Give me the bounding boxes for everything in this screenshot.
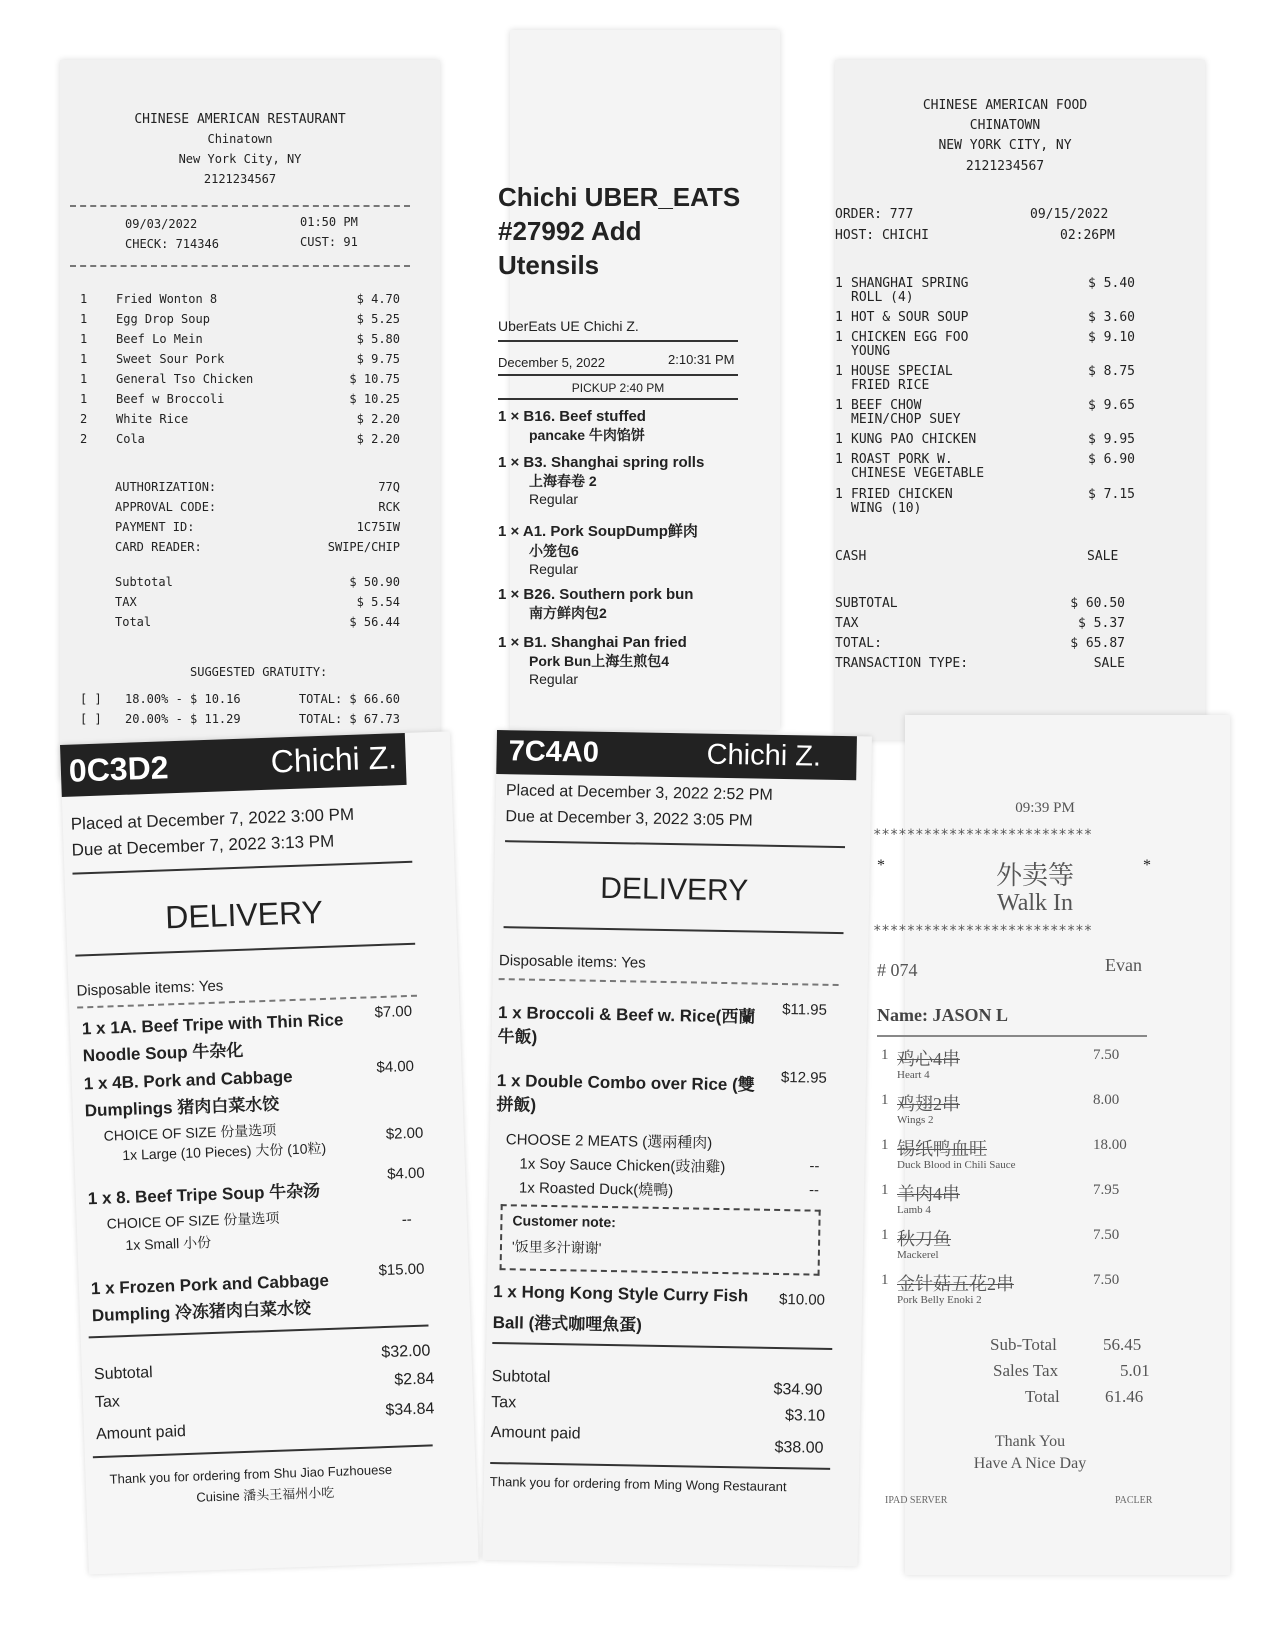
disposable-items: Disposable items: Yes bbox=[498, 952, 646, 972]
divider bbox=[877, 1035, 1147, 1037]
order-item bbox=[498, 586, 743, 623]
order-type: Walk In bbox=[996, 890, 1074, 916]
item-qty: 1 bbox=[835, 330, 843, 345]
total-value: $ 5.37 bbox=[1078, 616, 1125, 631]
payment-value: 77Q bbox=[378, 480, 400, 494]
item-name-line2: MEIN/CHOP SUEY bbox=[851, 412, 961, 427]
item-price: $ 5.25 bbox=[356, 312, 400, 326]
item-name: Beef Lo Mein bbox=[116, 332, 203, 346]
item-qty: 1 bbox=[881, 1137, 889, 1153]
item-qty: 1 bbox=[835, 310, 843, 325]
star-right: * bbox=[1143, 857, 1151, 874]
item-name-en: Heart 4 bbox=[897, 1069, 930, 1081]
amount-paid-label: Amount paid bbox=[490, 1423, 581, 1443]
item-3-price: $4.00 bbox=[386, 1164, 426, 1183]
receipt-uber-eats bbox=[498, 30, 780, 730]
item-price: $ 5.40 bbox=[1088, 276, 1135, 291]
payment-type: SALE bbox=[1087, 549, 1119, 564]
item-name-en: Mackerel bbox=[897, 1249, 939, 1261]
item-2-line1: 1 x 4B. Pork and Cabbage bbox=[83, 1067, 293, 1094]
item-price: $ 10.75 bbox=[349, 372, 400, 386]
item-2-line2: Dumplings 猪肉白菜水饺 bbox=[84, 1094, 280, 1121]
payment-label: CARD READER: bbox=[115, 540, 202, 554]
order-item bbox=[498, 520, 743, 577]
item-name: KUNG PAO CHICKEN bbox=[851, 432, 977, 447]
item-price: 7.50 bbox=[1093, 1227, 1120, 1243]
choose-meats: CHOOSE 2 MEATS (選兩種肉) bbox=[505, 1131, 713, 1152]
payment-method: CASH bbox=[835, 549, 867, 564]
item-name-cn: 上海春卷 2 bbox=[529, 473, 597, 489]
divider bbox=[505, 840, 845, 848]
item-2-line1: 1 x Double Combo over Rice (雙 bbox=[496, 1071, 755, 1095]
item-name-line2: YOUNG bbox=[851, 344, 891, 359]
total-row bbox=[115, 575, 400, 589]
total-row bbox=[115, 615, 400, 629]
customer-note-box bbox=[500, 1204, 821, 1276]
item-qty: 2 bbox=[80, 432, 88, 446]
item-name-block bbox=[851, 488, 1065, 516]
total-label: TAX bbox=[835, 616, 859, 631]
item-name-cn: 鸡心4串 bbox=[897, 1049, 960, 1069]
item-row bbox=[80, 352, 400, 366]
item-name: HOUSE SPECIAL bbox=[851, 364, 953, 379]
server-name: Evan bbox=[1105, 955, 1142, 975]
item-name: Beef w Broccoli bbox=[116, 392, 225, 406]
restaurant-name: CHINESE AMERICAN RESTAURANT bbox=[134, 112, 346, 127]
item-note: Regular bbox=[529, 671, 579, 687]
item-2-price: $4.00 bbox=[376, 1057, 415, 1077]
item-name-cn: 金针菇五花2串 bbox=[897, 1274, 1014, 1294]
order-type: DELIVERY bbox=[164, 893, 324, 936]
divider bbox=[498, 398, 738, 400]
item-name-block bbox=[851, 453, 1065, 481]
customer-note-title: Customer note: bbox=[512, 1212, 617, 1231]
customer-number: CUST: 91 bbox=[300, 235, 358, 249]
total-row bbox=[835, 617, 1125, 631]
item-row bbox=[835, 399, 1135, 427]
receipt-date: 09/03/2022 bbox=[125, 217, 198, 231]
item-price: $ 4.70 bbox=[356, 292, 400, 306]
item-price: 7.95 bbox=[1093, 1182, 1120, 1198]
amount-paid-value: $38.00 bbox=[774, 1438, 824, 1457]
tax-label: Tax bbox=[94, 1393, 121, 1412]
placed-at: Placed at December 7, 2022 3:00 PM bbox=[70, 804, 355, 834]
tax-value: $3.10 bbox=[784, 1407, 826, 1425]
item-qty: 1 bbox=[80, 392, 88, 406]
item-name: General Tso Chicken bbox=[116, 372, 254, 386]
item-name: Fried Wonton 8 bbox=[116, 292, 218, 306]
item-name-cn: 鸡翅2串 bbox=[897, 1094, 960, 1114]
payment-label: APPROVAL CODE: bbox=[115, 500, 217, 514]
item-qty: 1 bbox=[881, 1182, 889, 1198]
restaurant-area: CHINATOWN bbox=[969, 118, 1041, 133]
ticket-number: # 074 bbox=[877, 960, 918, 980]
footer-line1: Thank you for ordering from Shu Jiao Fuzhouese bbox=[109, 1461, 393, 1487]
item-row bbox=[80, 292, 400, 306]
item-row bbox=[835, 453, 1135, 481]
divider bbox=[93, 1444, 433, 1458]
item-name: BEEF CHOW bbox=[851, 398, 922, 413]
gratuity-row bbox=[80, 712, 400, 726]
payment-row bbox=[115, 480, 400, 494]
item-name: SHANGHAI SPRING bbox=[851, 276, 969, 291]
gratuity-total: TOTAL: $ 66.60 bbox=[298, 692, 400, 706]
total-row bbox=[835, 637, 1125, 651]
item-1-line2: 牛飯) bbox=[497, 1027, 538, 1047]
gratuity-checkbox: [ ] bbox=[80, 712, 102, 726]
item-price: $ 9.75 bbox=[356, 352, 400, 366]
customer-name: Name: JASON L bbox=[877, 1005, 1008, 1025]
receipt-chinese-american-restaurant bbox=[60, 60, 440, 780]
subtotal-value: $34.90 bbox=[773, 1380, 823, 1399]
meat-1-price: -- bbox=[809, 1157, 820, 1175]
item-name: ROAST PORK W. bbox=[851, 452, 953, 467]
payment-row bbox=[115, 540, 400, 554]
receipt-chinese-american-food bbox=[835, 60, 1205, 740]
payment-value: SWIPE/CHIP bbox=[327, 540, 400, 554]
item-qty: 1 bbox=[881, 1227, 889, 1243]
total-label: Total bbox=[1025, 1387, 1060, 1406]
meat-2: 1x Roasted Duck(燒鴨) bbox=[518, 1179, 674, 1200]
item-1-price: $7.00 bbox=[374, 1002, 413, 1022]
item-price: $ 10.25 bbox=[349, 392, 400, 406]
amount-paid-label: Amount paid bbox=[95, 1423, 187, 1444]
total-row bbox=[115, 595, 400, 609]
item-row bbox=[835, 331, 1135, 359]
item-price: $ 7.15 bbox=[1088, 487, 1135, 502]
total-value: $ 65.87 bbox=[1070, 636, 1125, 651]
item-qty: 1 bbox=[881, 1047, 889, 1063]
divider bbox=[72, 861, 412, 875]
item-price: 7.50 bbox=[1093, 1272, 1120, 1288]
order-header: Chichi UBER_EATS #27992 Add Utensils bbox=[498, 182, 741, 280]
divider bbox=[498, 374, 738, 376]
footer-right: PACLER bbox=[1115, 1495, 1153, 1506]
item-price: $ 9.10 bbox=[1088, 330, 1135, 345]
item-1-price: $11.95 bbox=[782, 1001, 828, 1019]
meat-1: 1x Soy Sauce Chicken(豉油雞) bbox=[519, 1155, 726, 1177]
item-name-cn: 小笼包6 bbox=[529, 543, 579, 559]
subtotal-label: Subtotal bbox=[93, 1364, 153, 1384]
item-title: 1 × B1. Shanghai Pan fried bbox=[498, 634, 687, 651]
receipt-time: 01:50 PM bbox=[300, 215, 358, 229]
check-number: CHECK: 714346 bbox=[125, 237, 219, 251]
item-qty: 1 bbox=[835, 452, 843, 467]
item-name-line2: ROLL (4) bbox=[851, 290, 914, 305]
item-price: $ 9.95 bbox=[1088, 432, 1135, 447]
item-name-en: Duck Blood in Chili Sauce bbox=[897, 1159, 1016, 1171]
item-qty: 1 bbox=[835, 398, 843, 413]
option-2-value: 1x Small 小份 bbox=[125, 1234, 212, 1254]
option-1-price: $2.00 bbox=[385, 1124, 424, 1143]
restaurant-city: NEW YORK CITY, NY bbox=[938, 138, 1072, 153]
item-name-line2: WING (10) bbox=[851, 501, 922, 516]
item-row bbox=[835, 488, 1135, 516]
item-row bbox=[80, 332, 400, 346]
item-price: $ 2.20 bbox=[356, 412, 400, 426]
item-name: Egg Drop Soup bbox=[116, 312, 210, 326]
footer-line2: Cuisine 潘头王福州小吃 bbox=[196, 1484, 335, 1505]
total-label: TRANSACTION TYPE: bbox=[835, 656, 969, 671]
receipt-delivery-7c4a0 bbox=[483, 730, 872, 1566]
divider bbox=[498, 340, 738, 342]
gratuity-percent: 18.00% - $ 10.16 bbox=[125, 692, 241, 706]
order-item bbox=[498, 454, 743, 507]
order-code: 7C4A0 bbox=[508, 735, 600, 769]
item-price: $ 3.60 bbox=[1088, 310, 1135, 325]
item-3-price: $10.00 bbox=[778, 1291, 826, 1309]
item-name-cn: Pork Bun上海生煎包4 bbox=[529, 653, 670, 669]
divider bbox=[70, 205, 410, 207]
total-value: $ 5.54 bbox=[356, 595, 400, 609]
item-price: $ 6.90 bbox=[1088, 452, 1135, 467]
restaurant-city: New York City, NY bbox=[178, 152, 302, 166]
divider bbox=[70, 265, 410, 267]
order-time: 09:39 PM bbox=[1015, 800, 1075, 816]
order-code-bar bbox=[496, 730, 857, 780]
divider bbox=[89, 1324, 429, 1338]
item-name-en: Pork Belly Enoki 2 bbox=[897, 1294, 982, 1306]
payment-label: PAYMENT ID: bbox=[115, 520, 195, 534]
subtotal-label: Sub-Total bbox=[990, 1335, 1057, 1354]
item-qty: 1 bbox=[881, 1272, 889, 1288]
item-4-line2: Dumpling 冷冻猪肉白菜水饺 bbox=[91, 1298, 312, 1326]
total-value: 61.46 bbox=[1105, 1387, 1144, 1406]
star-border-bottom: ************************** bbox=[873, 923, 1093, 939]
item-1-line1: 1 x 1A. Beef Tripe with Thin Rice bbox=[81, 1010, 344, 1039]
item-2-line2: 拼飯) bbox=[496, 1095, 537, 1115]
item-qty: 1 bbox=[80, 352, 88, 366]
order-item bbox=[498, 408, 743, 445]
gratuity-checkbox: [ ] bbox=[80, 692, 102, 706]
item-name-block bbox=[851, 311, 1065, 325]
item-name-line2: FRIED RICE bbox=[851, 378, 930, 393]
total-row bbox=[835, 597, 1125, 611]
gratuity-title: SUGGESTED GRATUITY: bbox=[190, 665, 328, 679]
order-item bbox=[498, 634, 743, 687]
order-type: DELIVERY bbox=[600, 871, 749, 908]
item-title: 1 × A1. Pork SoupDump鲜肉 bbox=[498, 523, 698, 540]
order-date: December 5, 2022 bbox=[498, 355, 605, 370]
item-price: $ 8.75 bbox=[1088, 364, 1135, 379]
item-note: Regular bbox=[529, 491, 579, 507]
placed-at: Placed at December 3, 2022 2:52 PM bbox=[505, 782, 773, 804]
payment-value: RCK bbox=[378, 500, 400, 514]
item-name-en: Wings 2 bbox=[897, 1114, 934, 1126]
divider bbox=[490, 1462, 830, 1470]
item-row bbox=[835, 433, 1135, 447]
item-qty: 1 bbox=[835, 276, 843, 291]
item-qty: 1 bbox=[835, 432, 843, 447]
host-name: HOST: CHICHI bbox=[835, 228, 929, 243]
item-qty: 1 bbox=[835, 364, 843, 379]
item-qty: 1 bbox=[80, 292, 88, 306]
order-code: 0C3D2 bbox=[68, 749, 170, 789]
gratuity-row bbox=[80, 692, 400, 706]
order-number: ORDER: 777 bbox=[835, 207, 914, 222]
customer-name: Chichi Z. bbox=[706, 738, 822, 773]
item-4-price: $15.00 bbox=[378, 1260, 425, 1280]
item-1-line1: 1 x Broccoli & Beef w. Rice(西蘭 bbox=[497, 1003, 756, 1027]
star-left: * bbox=[877, 857, 885, 874]
item-name-block bbox=[851, 277, 1065, 305]
total-row bbox=[835, 657, 1125, 671]
item-title: 1 × B3. Shanghai spring rolls bbox=[498, 454, 705, 471]
item-name-block bbox=[851, 399, 1065, 427]
item-price: $ 9.65 bbox=[1088, 398, 1135, 413]
order-subheader: UberEats UE Chichi Z. bbox=[498, 318, 639, 334]
item-price: 18.00 bbox=[1093, 1137, 1127, 1153]
tax-label: Sales Tax bbox=[993, 1361, 1059, 1380]
item-3-line1: 1 x Hong Kong Style Curry Fish bbox=[493, 1282, 749, 1306]
gratuity-percent: 20.00% - $ 11.29 bbox=[125, 712, 241, 726]
item-qty: 1 bbox=[80, 372, 88, 386]
item-name: FRIED CHICKEN bbox=[851, 487, 953, 502]
receipt-walk-in bbox=[873, 715, 1230, 1575]
total-label: Subtotal bbox=[115, 575, 173, 589]
customer-name: Chichi Z. bbox=[270, 739, 398, 780]
item-row bbox=[80, 312, 400, 326]
item-4-line1: 1 x Frozen Pork and Cabbage bbox=[90, 1270, 330, 1299]
item-note: Regular bbox=[529, 561, 579, 577]
restaurant-phone: 2121234567 bbox=[203, 172, 277, 186]
item-name: Sweet Sour Pork bbox=[116, 352, 225, 366]
total-label: TOTAL: bbox=[835, 636, 882, 651]
item-name-cn: 南方鲜肉包2 bbox=[529, 605, 607, 621]
item-name-block bbox=[851, 331, 1065, 359]
amount-paid-value: $34.84 bbox=[385, 1400, 435, 1420]
option-2-title: CHOICE OF SIZE 份量选项 bbox=[106, 1209, 280, 1232]
item-1-line2: Noodle Soup 牛杂化 bbox=[82, 1040, 244, 1066]
item-row bbox=[80, 412, 400, 426]
tax-value: 5.01 bbox=[1120, 1361, 1150, 1380]
item-name-cn: pancake 牛肉馅饼 bbox=[529, 427, 645, 443]
item-name-cn: 锡纸鸭血旺 bbox=[897, 1139, 987, 1159]
receipt-delivery-0c3d2 bbox=[60, 731, 479, 1574]
pickup-time: PICKUP 2:40 PM bbox=[571, 381, 665, 395]
total-value: $ 56.44 bbox=[349, 615, 400, 629]
item-2-price: $12.95 bbox=[780, 1069, 828, 1087]
subtotal-value: $32.00 bbox=[381, 1342, 431, 1362]
payment-row bbox=[115, 520, 400, 534]
divider bbox=[492, 1342, 832, 1350]
restaurant-area: Chinatown bbox=[207, 132, 273, 146]
divider bbox=[75, 943, 415, 957]
total-value: $ 60.50 bbox=[1070, 596, 1125, 611]
meat-2-price: -- bbox=[808, 1181, 820, 1199]
item-qty: 1 bbox=[835, 487, 843, 502]
item-name-en: Lamb 4 bbox=[897, 1204, 931, 1216]
divider bbox=[499, 978, 839, 986]
order-time: 2:10:31 PM bbox=[668, 352, 735, 367]
item-row bbox=[80, 372, 400, 386]
option-2-price: -- bbox=[401, 1211, 413, 1229]
subtotal-label: Subtotal bbox=[491, 1368, 551, 1387]
due-at: Due at December 3, 2022 3:05 PM bbox=[505, 808, 753, 830]
item-name: CHICKEN EGG FOO bbox=[851, 330, 969, 345]
gratuity-total: TOTAL: $ 67.73 bbox=[298, 712, 400, 726]
item-name-line2: CHINESE VEGETABLE bbox=[851, 466, 985, 481]
nice-day: Have A Nice Day bbox=[973, 1455, 1087, 1472]
order-time: 02:26PM bbox=[1060, 228, 1115, 243]
order-type-cn: 外卖等 bbox=[995, 861, 1074, 890]
item-row bbox=[835, 311, 1135, 325]
item-title: 1 × B16. Beef stuffed bbox=[498, 408, 646, 425]
footer-left: IPAD SERVER bbox=[885, 1495, 948, 1506]
option-1-value: 1x Large (10 Pieces) 大份 (10粒) bbox=[122, 1139, 327, 1164]
item-price: 7.50 bbox=[1093, 1047, 1120, 1063]
star-border-top: ************************** bbox=[873, 827, 1093, 843]
total-label: Total bbox=[115, 615, 152, 629]
item-name: Cola bbox=[116, 432, 145, 446]
subtotal-value: 56.45 bbox=[1103, 1335, 1142, 1354]
item-row bbox=[80, 432, 400, 446]
item-3-line1: 1 x 8. Beef Tripe Soup 牛杂汤 bbox=[87, 1181, 321, 1209]
item-3-line2: Ball (港式咖哩魚蛋) bbox=[492, 1313, 643, 1335]
item-qty: 1 bbox=[80, 332, 88, 346]
thanks: Thank You bbox=[994, 1433, 1066, 1450]
item-row bbox=[835, 277, 1135, 305]
total-label: SUBTOTAL bbox=[835, 596, 898, 611]
item-name-block bbox=[851, 365, 1065, 393]
due-at: Due at December 7, 2022 3:13 PM bbox=[71, 831, 335, 860]
total-value: SALE bbox=[1093, 656, 1125, 671]
order-code-bar bbox=[60, 733, 407, 797]
item-name-block bbox=[851, 433, 1065, 447]
item-qty: 2 bbox=[80, 412, 88, 426]
item-row bbox=[835, 365, 1135, 393]
total-value: $ 50.90 bbox=[349, 575, 400, 589]
item-row bbox=[80, 392, 400, 406]
tax-value: $2.84 bbox=[394, 1370, 435, 1389]
item-qty: 1 bbox=[881, 1092, 889, 1108]
item-title: 1 × B26. Southern pork bun bbox=[498, 586, 694, 603]
tax-label: Tax bbox=[491, 1394, 517, 1412]
restaurant-phone: 2121234567 bbox=[965, 159, 1045, 174]
item-price: $ 2.20 bbox=[356, 432, 400, 446]
item-price: 8.00 bbox=[1093, 1092, 1120, 1108]
item-name-cn: 秋刀鱼 bbox=[897, 1229, 951, 1249]
order-date: 09/15/2022 bbox=[1030, 207, 1109, 222]
item-price: $ 5.80 bbox=[356, 332, 400, 346]
payment-label: AUTHORIZATION: bbox=[115, 480, 217, 494]
item-name: White Rice bbox=[116, 412, 189, 426]
disposable-items: Disposable items: Yes bbox=[76, 977, 224, 1000]
customer-note-text: '饭里多汁谢谢' bbox=[511, 1238, 602, 1256]
payment-value: 1C75IW bbox=[356, 520, 400, 534]
item-name-cn: 羊肉4串 bbox=[897, 1184, 960, 1204]
divider bbox=[504, 926, 844, 934]
total-label: TAX bbox=[115, 595, 137, 609]
option-1-title: CHOICE OF SIZE 份量选项 bbox=[103, 1121, 277, 1144]
footer: Thank you for ordering from Ming Wong Restaurant bbox=[489, 1473, 787, 1495]
payment-row bbox=[115, 500, 400, 514]
item-qty: 1 bbox=[80, 312, 88, 326]
item-name: HOT & SOUR SOUP bbox=[851, 310, 969, 325]
restaurant-name: CHINESE AMERICAN FOOD bbox=[922, 98, 1088, 113]
